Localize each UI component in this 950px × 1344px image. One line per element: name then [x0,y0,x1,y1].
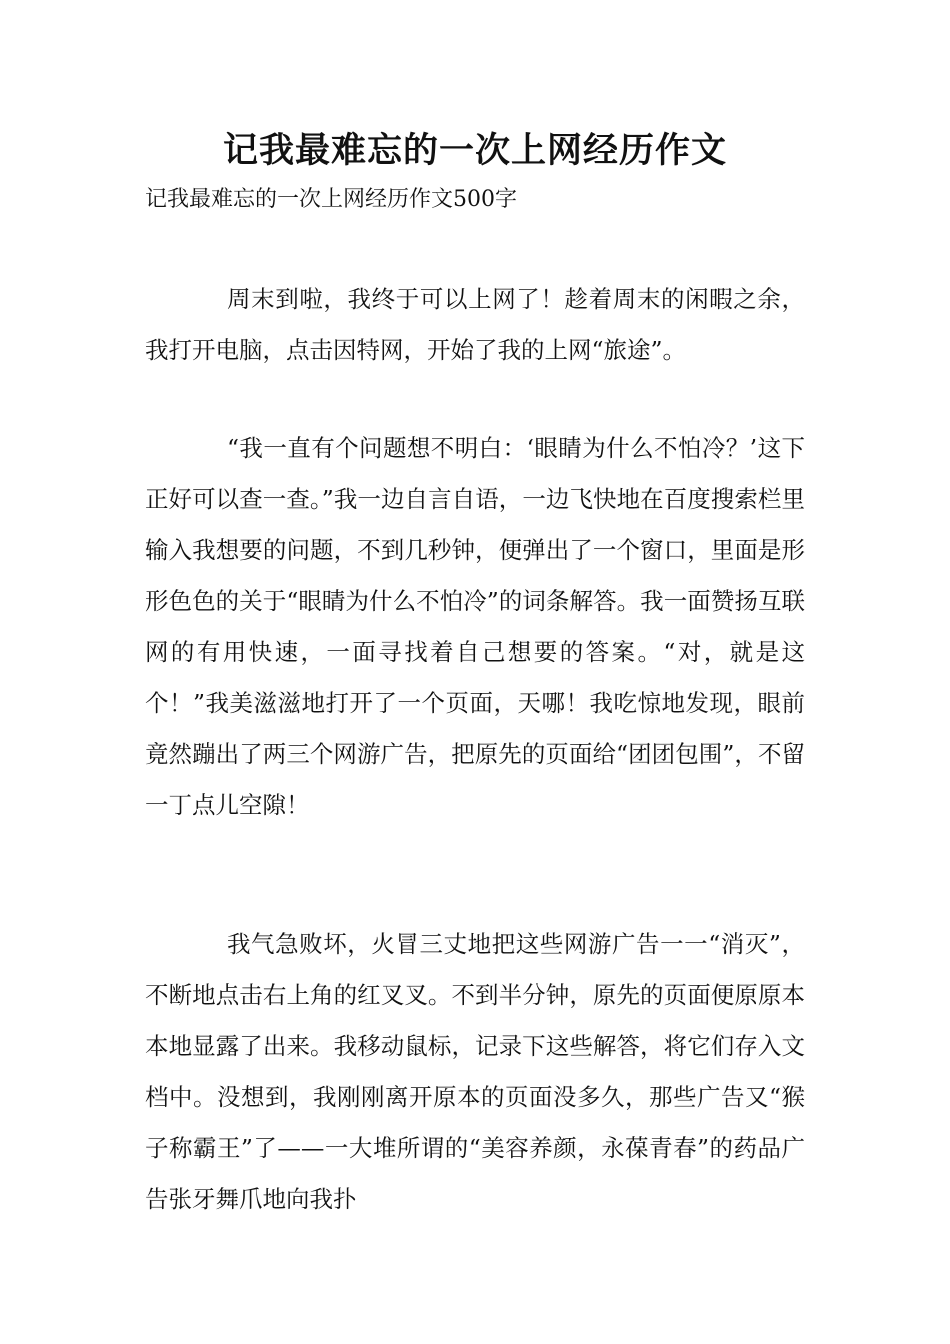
paragraph-3: 我气急败坏，火冒三丈地把这些网游广告一一“消灭”，不断地点击右上角的红叉叉。不到半分钟，原先的页面便原原本本地显露了出来。我移动鼠标，记录下这些解答，将它们存入文档中。没想到，我刚刚离开原本的页面没多久，那些广告又“猴子称霸王”了——一大堆所谓的“美容养颜，永葆青春”的药品广告张牙舞爪地向我扑 [145,930,805,1213]
document-subtitle: 记我最难忘的一次上网经历作文500字 [145,187,517,212]
document-title: 记我最难忘的一次上网经历作文 [222,131,727,171]
paragraph-2: “我一直有个问题想不明白：‘眼睛为什么不怕冷？’这下正好可以查一查。”我一边自言自语，一边飞快地在百度搜索栏里输入我想要的问题，不到几秒钟，便弹出了一个窗口，里面是形形色色的关于“眼睛为什么不怕冷”的词条解答。我一面赞扬互联网的有用快速，一面寻找着自己想要的答案。“对，就是这个！”我美滋滋地打开了一个页面，天哪！我吃惊地发现，眼前竟然蹦出了两三个网游广告，把原先的页面给“团团包围”，不留一丁点儿空隙！ [145,434,805,819]
paragraph-1: 周末到啦，我终于可以上网了！趁着周末的闲暇之余，我打开电脑，点击因特网，开始了我的上网“旅途”。 [145,285,805,364]
